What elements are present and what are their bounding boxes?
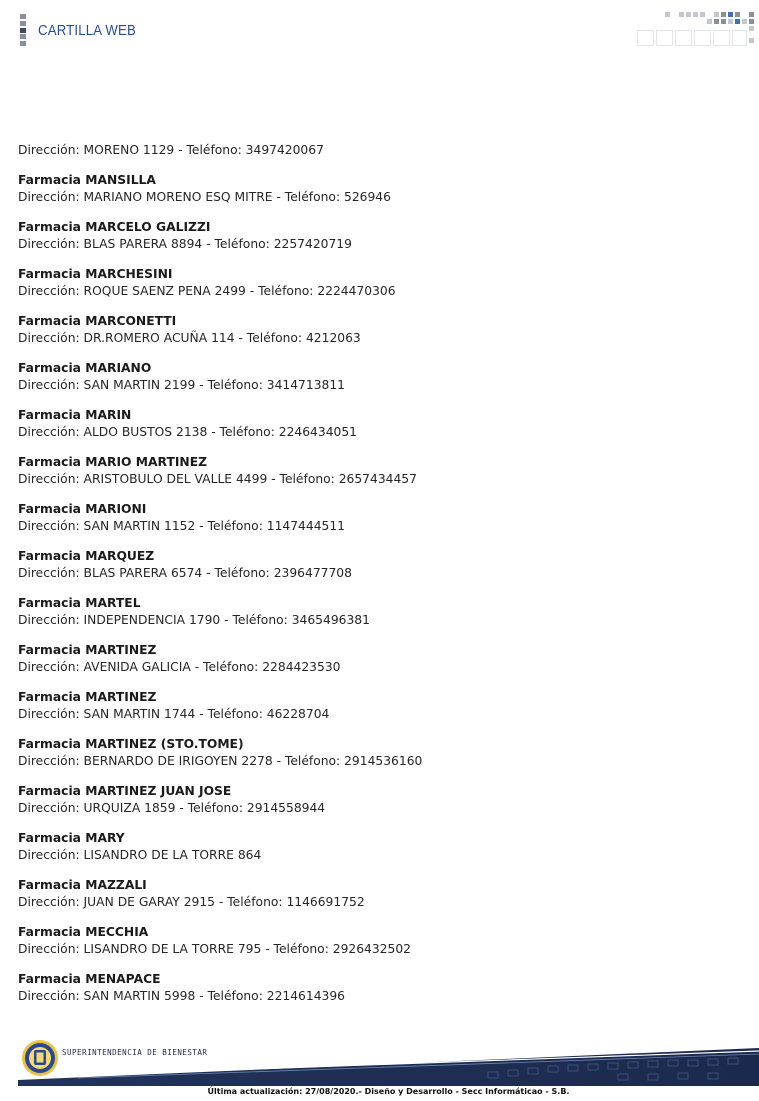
pharmacy-name: Farmacia MARTINEZ — [18, 690, 157, 704]
organization-name: SUPERINTENDENCIA DE BIENESTAR — [62, 1048, 208, 1057]
pharmacy-address: Dirección: SAN MARTIN 5998 - Teléfono: 2214614396 — [18, 989, 345, 1003]
pharmacy-address: Dirección: BLAS PARERA 8894 - Teléfono: 2257420719 — [18, 237, 352, 251]
pharmacy-address: Dirección: ROQUE SAENZ PENA 2499 - Teléfono: 2224470306 — [18, 284, 396, 298]
list-item — [18, 783, 738, 817]
list-item — [18, 877, 738, 911]
footer-band-decoration — [18, 1038, 759, 1086]
list-item — [18, 454, 738, 488]
list-item — [18, 142, 738, 159]
list-item — [18, 971, 738, 1005]
seal-logo-icon — [22, 1040, 58, 1076]
list-item — [18, 548, 738, 582]
pharmacy-address: Dirección: MORENO 1129 - Teléfono: 3497420067 — [18, 143, 324, 157]
footer-note: Última actualización: 27/08/2020.- Diseño y Desarrollo - Secc Informáticao - S.B. — [207, 1087, 570, 1096]
pharmacy-name: Farmacia MARQUEZ — [18, 549, 155, 563]
list-item — [18, 689, 738, 723]
pharmacy-address: Dirección: SAN MARTIN 1744 - Teléfono: 46228704 — [18, 707, 330, 721]
pharmacy-name: Farmacia MARTEL — [18, 596, 141, 610]
pharmacy-name: Farmacia MANSILLA — [18, 173, 156, 187]
pharmacy-address: Dirección: JUAN DE GARAY 2915 - Teléfono: 1146691752 — [18, 895, 365, 909]
pharmacy-address: Dirección: LISANDRO DE LA TORRE 864 — [18, 848, 262, 862]
pharmacy-name: Farmacia MARY — [18, 831, 125, 845]
pharmacy-name: Farmacia MECCHIA — [18, 925, 149, 939]
list-item — [18, 313, 738, 347]
pharmacy-name: Farmacia MARIANO — [18, 361, 152, 375]
pharmacy-address: Dirección: SAN MARTIN 2199 - Teléfono: 3414713811 — [18, 378, 345, 392]
pharmacy-address: Dirección: ARISTOBULO DEL VALLE 4499 - Teléfono: 2657434457 — [18, 472, 417, 486]
list-item — [18, 172, 738, 206]
pharmacy-address: Dirección: INDEPENDENCIA 1790 - Teléfono: 3465496381 — [18, 613, 370, 627]
list-item — [18, 924, 738, 958]
pharmacy-address: Dirección: LISANDRO DE LA TORRE 795 - Teléfono: 2926432502 — [18, 942, 411, 956]
page-title: CARTILLA WEB — [38, 22, 136, 39]
list-item — [18, 266, 738, 300]
list-item — [18, 642, 738, 676]
pharmacy-address: Dirección: URQUIZA 1859 - Teléfono: 2914558944 — [18, 801, 326, 815]
pharmacy-name: Farmacia MARTINEZ (STO.TOME) — [18, 737, 244, 751]
list-item — [18, 407, 738, 441]
list-item — [18, 501, 738, 535]
list-item — [18, 736, 738, 770]
list-item — [18, 595, 738, 629]
pharmacy-name: Farmacia MARTINEZ — [18, 643, 157, 657]
page-footer — [0, 1030, 759, 1101]
pharmacy-name: Farmacia MARCONETTI — [18, 314, 177, 328]
pharmacy-name: Farmacia MARTINEZ JUAN JOSE — [18, 784, 232, 798]
list-item — [18, 830, 738, 864]
pharmacy-address: Dirección: SAN MARTIN 1152 - Teléfono: 1147444511 — [18, 519, 345, 533]
pharmacy-list — [18, 142, 738, 1018]
list-item — [18, 219, 738, 253]
pharmacy-address: Dirección: BLAS PARERA 6574 - Teléfono: 2396477708 — [18, 566, 352, 580]
pharmacy-address: Dirección: MARIANO MORENO ESQ MITRE - Teléfono: 526946 — [18, 190, 391, 204]
pharmacy-address: Dirección: AVENIDA GALICIA - Teléfono: 2284423530 — [18, 660, 341, 674]
pharmacy-name: Farmacia MARCELO GALIZZI — [18, 220, 211, 234]
list-item — [18, 360, 738, 394]
pharmacy-address: Dirección: ALDO BUSTOS 2138 - Teléfono: 2246434051 — [18, 425, 357, 439]
pharmacy-name: Farmacia MARIONI — [18, 502, 147, 516]
pharmacy-name: Farmacia MENAPACE — [18, 972, 161, 986]
pharmacy-address: Dirección: BERNARDO DE IRIGOYEN 2278 - Teléfono: 2914536160 — [18, 754, 423, 768]
pharmacy-name: Farmacia MAZZALI — [18, 878, 147, 892]
pharmacy-name: Farmacia MARCHESINI — [18, 267, 173, 281]
pharmacy-address: Dirección: DR.ROMERO ACUÑA 114 - Teléfono: 4212063 — [18, 331, 361, 345]
pharmacy-name: Farmacia MARIN — [18, 408, 132, 422]
page-header — [0, 0, 759, 60]
header-bar-icon — [20, 14, 26, 46]
pharmacy-name: Farmacia MARIO MARTINEZ — [18, 455, 208, 469]
pixel-grid-decoration-icon — [637, 12, 759, 48]
